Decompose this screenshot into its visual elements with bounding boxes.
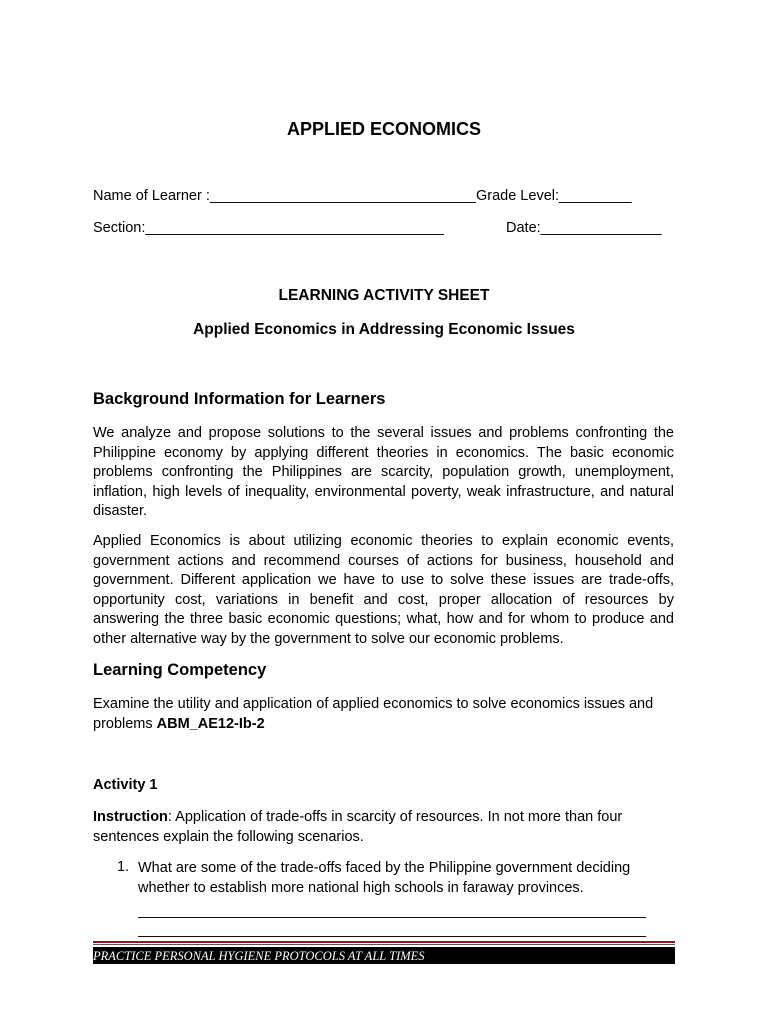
date-field: Date:_______________ <box>506 220 662 236</box>
background-heading: Background Information for Learners <box>93 390 386 408</box>
footer-divider <box>93 944 675 945</box>
sheet-label: LEARNING ACTIVITY SHEET <box>278 287 490 304</box>
instruction-label: Instruction <box>93 809 168 825</box>
sheet-topic: Applied Economics in Addressing Economic Issues <box>193 321 575 338</box>
competency-text <box>93 695 674 734</box>
instruction-text: : Application of trade-offs in scarcity of resources. In not more than four sentences explain the following scenarios. <box>93 809 623 845</box>
footer-text: PRACTICE PERSONAL HYGIENE PROTOCOLS AT ALL TIMES <box>93 949 425 963</box>
question-text: What are some of the trade-offs faced by the Philippine government deciding whether to establish more national high schools in faraway provinces. <box>138 860 631 896</box>
footer-accent-line <box>93 941 675 943</box>
competency-description: Examine the utility and application of applied economics to solve economics issues and problems <box>93 696 654 732</box>
section-field: Section:_____________________________________ <box>93 220 444 236</box>
activity-instruction <box>93 808 674 847</box>
background-paragraph-2: Applied Economics is about utilizing economic theories to explain economic events, government actions and recommend courses of actions for business, household and government. Different application we have to use to solve these issues are trade-offs, opportunity cost, variations in benefit and cost, proper allocation of resources by answering the three basic economic questions; what, how and for whom to produce and other alternative way by the government to solve our economic problems. <box>93 533 674 647</box>
answer-line[interactable]: _______________________________________________________________ <box>138 922 647 938</box>
competency-heading: Learning Competency <box>93 661 267 679</box>
competency-code: ABM_AE12-Ib-2 <box>156 715 265 732</box>
answer-line[interactable]: _______________________________________________________________ <box>138 903 647 919</box>
name-grade-field: Name of Learner :_________________________________Grade Level:_________ <box>93 188 632 204</box>
document-title: APPLIED ECONOMICS <box>286 119 482 139</box>
question-number: 1. <box>117 859 130 875</box>
background-paragraph-1: We analyze and propose solutions to the several issues and problems confronting the Philippine economy by applying different theories in economics. The basic economic problems confronting the Philippines are scarcity, population growth, unemployment, inflation, high levels of inequality, environmental poverty, weak infrastructure, and natural disaster. <box>93 425 674 519</box>
activity-heading: Activity 1 <box>93 777 158 793</box>
